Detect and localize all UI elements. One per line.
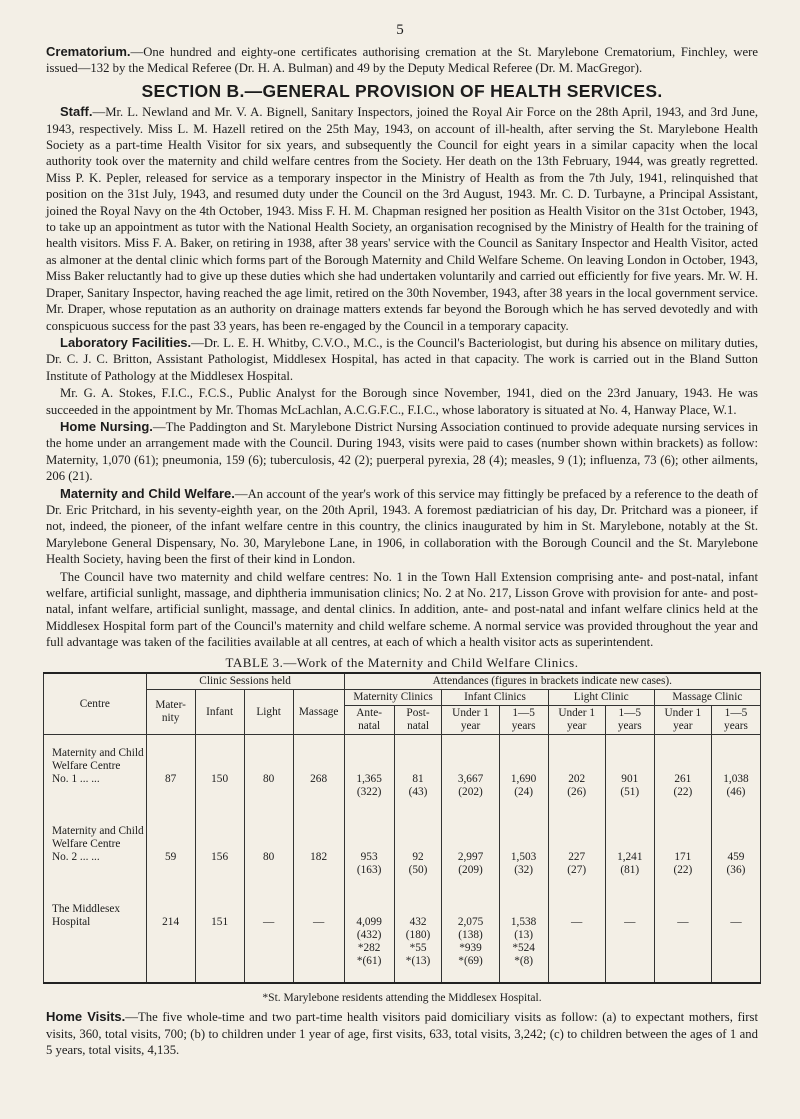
table-footnote: *St. Marylebone residents attending the Middlesex Hospital.: [262, 992, 542, 1005]
table-cell-value: 59: [164, 851, 177, 864]
spacer: [247, 825, 291, 838]
spacer: [608, 760, 652, 773]
table-cell-value: (22): [673, 864, 693, 877]
spacer: [247, 747, 291, 760]
header-sessions-group: Clinic Sessions held: [146, 673, 344, 690]
col-light-1-5: [605, 735, 654, 984]
spacer: [657, 747, 709, 760]
spacer: [149, 864, 193, 877]
spacer: [296, 968, 342, 981]
spacer: [657, 799, 709, 812]
col-ante-natal: [344, 735, 394, 984]
col-maternity-sessions: [146, 735, 195, 984]
spacer: [444, 760, 496, 773]
spacer: [296, 747, 342, 760]
spacer: [657, 929, 709, 942]
spacer: [296, 786, 342, 799]
table-cell-value: (22): [673, 786, 693, 799]
spacer: [52, 955, 144, 968]
spacer: [52, 968, 144, 981]
spacer: [52, 799, 144, 812]
spacer: [608, 838, 652, 851]
home-visits-heading: Home Visits.: [46, 1009, 126, 1025]
centre-name: Welfare Centre: [52, 760, 121, 773]
table-cell-value: (81): [620, 864, 640, 877]
spacer: [551, 877, 603, 890]
spacer: [347, 825, 392, 838]
home-visits-paragraph: [46, 1009, 758, 1058]
table-cell-value: (24): [514, 786, 534, 799]
page-number: 5: [396, 22, 404, 38]
spacer: [502, 747, 546, 760]
spacer: [551, 838, 603, 851]
header-maternity-sessions: Mater- nity: [146, 690, 195, 735]
spacer: [397, 812, 440, 825]
maternity-heading: Maternity and Child Welfare.: [60, 485, 235, 501]
table-cell-value: 901: [621, 773, 639, 786]
table-cell-value: 4,099: [356, 916, 382, 929]
maternity-text: —An account of the year's work of this service may fittingly be prefaced by a reference to the death of Dr. Eric Pritchard, in his seventy-eighth year, on the 20th April, 1943. A foremost pædiatrician of his day, Dr. Pritchard was a pioneer, if not, indeed, the pioneer, of the infant welfare centre in this country, the clinics inaugurated by him in St. Marylebone, notably at the St. Marylebone General Dispensary, No. 30, Marylebone Lane, in 1906, in collaboration with the Borough Council and the St. Marylebone Health Society, having been the first of their kind in London.: [46, 486, 758, 567]
crematorium-text: —One hundred and eighty-one certificates authorising cremation at the St. Marylebone Crematorium, Finchley, were issued—132 by the Medical Referee (Dr. H. A. Bulman) and 49 by the Deputy Medical Referee (Dr. M. MacGregor).: [46, 45, 758, 76]
spacer: [714, 903, 758, 916]
spacer: [347, 760, 392, 773]
spacer: [198, 812, 242, 825]
home-nursing-text: —The Paddington and St. Marylebone District Nursing Association continued to provide adequate nursing services in the home under an arrangement made with the Council. During 1943, visits were paid to cases (number shown within brackets) as follow: Maternity, 1,070 (61); pneumonia, 159 (6); tuberculosis, 42 (2); puerperal pyrexia, 28 (4); measles, 9 (1); influenza, 73 (6); other ailments, 206 (21).: [46, 419, 758, 484]
spacer: [149, 955, 193, 968]
spacer: [714, 799, 758, 812]
spacer: [502, 812, 546, 825]
col-light-sessions: [244, 735, 293, 984]
spacer: [608, 825, 652, 838]
spacer: [347, 799, 392, 812]
spacer: [502, 890, 546, 903]
table-cell-value: 80: [262, 773, 275, 786]
spacer: [444, 799, 496, 812]
spacer: [608, 812, 652, 825]
spacer: [247, 942, 291, 955]
centre-name: Maternity and Child: [52, 825, 144, 838]
spacer: [397, 825, 440, 838]
spacer: [714, 838, 758, 851]
spacer: [198, 864, 242, 877]
header-infant-clinics: Infant Clinics: [442, 690, 548, 706]
spacer: [657, 877, 709, 890]
table-cell-value: 432: [409, 916, 427, 929]
table-caption: TABLE 3.—Work of the Maternity and Child Welfare Clinics.: [225, 654, 579, 670]
table-cell-value: (43): [408, 786, 428, 799]
spacer: [502, 903, 546, 916]
page-content: [46, 44, 758, 1060]
table-cell-value: 1,241: [617, 851, 643, 864]
spacer: [347, 890, 392, 903]
centres-text: The Council have two maternity and child welfare centres: No. 1 in the Town Hall Extension comprising ante- and post-natal, infant welfare, artificial sunlight, massage, and diphtheria immunisation clinics; No. 2 at No. 217, Lisson Grove with provision for ante- and post-natal, infant welfare, artificial sunlight, massage, and dental clinics. In addition, ante- and post-natal and infant welfare clinics held at the Middlesex Hospital form part of the Council's maternity and child welfare scheme. A normal service was provided throughout the year and full advantage was taken of the facilities available at all centres, at each of which a health visitor acts as superintendent.: [46, 569, 758, 650]
staff-heading: Staff.: [60, 104, 93, 120]
table-cell-value: 3,667: [457, 773, 484, 786]
table-cell-value: (46): [726, 786, 746, 799]
spacer: [347, 812, 392, 825]
spacer: [247, 968, 291, 981]
spacer: [397, 968, 440, 981]
header-light-sessions: Light: [244, 690, 293, 735]
col-massage-sessions: [293, 735, 344, 984]
spacer: [198, 877, 242, 890]
spacer: [657, 903, 709, 916]
table-cell-value: —: [571, 916, 583, 929]
spacer: [551, 968, 603, 981]
spacer: [247, 890, 291, 903]
spacer: [444, 825, 496, 838]
spacer: [657, 760, 709, 773]
spacer: [551, 929, 603, 942]
spacer: [397, 760, 440, 773]
spacer: [247, 786, 291, 799]
spacer: [551, 760, 603, 773]
spacer: [714, 747, 758, 760]
spacer: [149, 786, 193, 799]
spacer: [296, 955, 342, 968]
table-cell-value: 2,997: [457, 851, 484, 864]
spacer: [444, 812, 496, 825]
table-cell-value: (163): [356, 864, 382, 877]
table-cell-value: 80: [262, 851, 275, 864]
laboratory-text: —Dr. L. E. H. Whitby, C.V.O., M.C., is the Council's Bacteriologist, but during his absence on military duties, Dr. C. J. C. Britton, Assistant Pathologist, Middlesex Hospital, has acted in that capacity. The work is carried out in the Bland Sutton Institute of Pathology at the Middlesex Hospital.: [46, 335, 758, 383]
table-cell-value: 92: [412, 851, 424, 864]
table-cell-value: 214: [162, 916, 180, 929]
spacer: [296, 838, 342, 851]
col-infant-sessions: [195, 735, 244, 984]
spacer: [198, 942, 242, 955]
spacer: [551, 825, 603, 838]
header-massage-under-1: Under 1 year: [654, 706, 711, 735]
table-cell-value: (27): [567, 864, 587, 877]
table-cell-value: —: [677, 916, 689, 929]
spacer: [502, 825, 546, 838]
spacer: [502, 760, 546, 773]
spacer: [198, 799, 242, 812]
centre-name: Maternity and Child: [52, 747, 144, 760]
spacer: [296, 890, 342, 903]
table-cell-value: 227: [568, 851, 586, 864]
spacer: [52, 812, 144, 825]
spacer: [397, 890, 440, 903]
spacer: [149, 747, 193, 760]
table-cell-value: 1,690: [510, 773, 537, 786]
spacer: [657, 968, 709, 981]
spacer: [247, 929, 291, 942]
maternity-paragraph: [46, 486, 758, 568]
spacer: [149, 825, 193, 838]
table-cell-value: 150: [211, 773, 229, 786]
spacer: [198, 760, 242, 773]
spacer: [149, 929, 193, 942]
spacer: [502, 877, 546, 890]
spacer: [608, 903, 652, 916]
spacer: [198, 968, 242, 981]
spacer: [296, 903, 342, 916]
spacer: [247, 799, 291, 812]
table-cell-value: —: [624, 916, 636, 929]
header-ante-natal: Ante- natal: [344, 706, 394, 735]
spacer: [397, 877, 440, 890]
table-body-row: [44, 735, 761, 984]
spacer: [296, 760, 342, 773]
spacer: [52, 942, 144, 955]
table-cell-value: (202): [458, 786, 483, 799]
table-cell-value: (32): [514, 864, 534, 877]
spacer: [247, 903, 291, 916]
spacer: [608, 955, 652, 968]
centre-name: No. 2 ... ...: [52, 851, 100, 864]
header-infant-sessions: Infant: [195, 690, 244, 735]
spacer: [397, 747, 440, 760]
spacer: [198, 747, 242, 760]
spacer: [444, 747, 496, 760]
centre-column: [44, 735, 147, 984]
spacer: [198, 903, 242, 916]
table-cell-value: —: [262, 916, 275, 929]
table-cell-value: 182: [310, 851, 328, 864]
spacer: [551, 890, 603, 903]
spacer: [657, 955, 709, 968]
spacer: [714, 812, 758, 825]
spacer: [714, 877, 758, 890]
spacer: [149, 903, 193, 916]
spacer: [347, 747, 392, 760]
staff-paragraph: [46, 104, 758, 334]
spacer: [608, 929, 652, 942]
table-cell-value: *939: [459, 942, 482, 955]
spacer: [296, 812, 342, 825]
table-cell-value: (322): [356, 786, 382, 799]
spacer: [608, 968, 652, 981]
spacer: [551, 942, 603, 955]
spacer: [502, 968, 546, 981]
spacer: [397, 903, 440, 916]
spacer: [198, 929, 242, 942]
spacer: [714, 955, 758, 968]
spacer: [52, 929, 144, 942]
table-cell-value: 171: [674, 851, 692, 864]
spacer: [149, 877, 193, 890]
spacer: [551, 903, 603, 916]
laboratory-paragraph: [46, 335, 758, 384]
staff-text: —Mr. L. Newland and Mr. V. A. Bignell, Sanitary Inspectors, joined the Royal Air Force on the 28th April, 1943, and 3rd June, 1943, respectively. Miss L. M. Hazell retired on the 25th May, 1943, on account of ill-health, after serving the St. Marylebone Health Society as a part-time Health Visitor for six years, and subsequently the Council for eight years in a similar capacity when the local authority took over the maternity and child welfare centres from the Society. Her death on the 13th February, 1944, was greatly regretted. Miss P. K. Pepler, released for service as a temporary inspector in the Ministry of Health as from the 7th July, 1941, relinquished that position on the 31st July, 1943, and resumed duty under the Council on the 3rd August, 1943. Mr. C. D. Turbayne, a Principal Assistant, joined the Royal Navy on the 4th October, 1943. Miss F. H. M. Chapman resigned her position as Health Visitor on the 31st October, 1943, to take up an appointment as tutor with the National Health Society, an organisation recognised by the Ministry of Health for the training of health visitors. Miss F. A. Baker, on retiring in 1938, after 38 years' service with the Council as Sanitary Inspector and Health Visitor, acted as almoner at the dental clinic which forms part of the Borough Maternity and Child Welfare Scheme. On leaving London in October, 1943, Miss Baker reluctantly had to give up these duties which she had undertaken voluntarily and carried out efficiently for five years. Mr. W. H. Draper, Sanitary Inspector, having reached the age limit, retired on the 30th November, 1943, after 38 years in the local government service. Mr. Draper, whose reputation as an authority on drainage matters extends far beyond the Borough which he has served devotedly and with conspicuous success for the past 33 years, has been re-engaged by the Council in a temporary capacity.: [46, 105, 758, 333]
spacer: [714, 760, 758, 773]
table-cell-value: 1,503: [510, 851, 537, 864]
spacer: [149, 812, 193, 825]
spacer: [444, 838, 496, 851]
table-cell-value: *(69): [458, 955, 483, 968]
spacer: [502, 838, 546, 851]
spacer: [247, 838, 291, 851]
spacer: [296, 864, 342, 877]
home-visits-text: —The five whole-time and two part-time health visitors paid domiciliary visits as follow: (a) to expectant mothers, first visits, 360, total visits, 700; (b) to children under 1 year of age, first visits, 633, total visits, 3,242; (c) to children between the ages of 1 and 5 years, total visits, 4,135.: [46, 1010, 758, 1058]
header-infant-1-5: 1—5 years: [499, 706, 548, 735]
table-cell-value: 202: [568, 773, 586, 786]
spacer: [714, 929, 758, 942]
spacer: [657, 890, 709, 903]
spacer: [714, 942, 758, 955]
table-cell-value: (432): [356, 929, 382, 942]
table-cell-value: *(8): [514, 955, 534, 968]
spacer: [247, 877, 291, 890]
col-massage-under-1: [654, 735, 711, 984]
header-light-clinic: Light Clinic: [548, 690, 654, 706]
table-cell-value: *524: [512, 942, 535, 955]
spacer: [551, 955, 603, 968]
spacer: [52, 890, 144, 903]
col-post-natal: [394, 735, 442, 984]
spacer: [198, 786, 242, 799]
spacer: [608, 942, 652, 955]
table-cell-value: 2,075: [457, 916, 484, 929]
table-cell-value: 87: [164, 773, 177, 786]
spacer: [149, 838, 193, 851]
spacer: [608, 877, 652, 890]
spacer: [347, 968, 392, 981]
table-cell-value: (50): [408, 864, 428, 877]
spacer: [502, 799, 546, 812]
spacer: [657, 825, 709, 838]
spacer: [296, 929, 342, 942]
spacer: [347, 903, 392, 916]
spacer: [347, 838, 392, 851]
section-title: SECTION B.—GENERAL PROVISION OF HEALTH SERVICES.: [141, 80, 663, 101]
spacer: [296, 942, 342, 955]
spacer: [296, 825, 342, 838]
spacer: [444, 877, 496, 890]
header-post-natal: Post- natal: [394, 706, 442, 735]
spacer: [198, 955, 242, 968]
table-cell-value: (51): [620, 786, 640, 799]
table-cell-value: 151: [211, 916, 229, 929]
table-cell-value: *282: [357, 942, 381, 955]
header-light-under-1: Under 1 year: [548, 706, 605, 735]
table-cell-value: —: [730, 916, 742, 929]
spacer: [714, 825, 758, 838]
spacer: [52, 786, 144, 799]
spacer: [657, 838, 709, 851]
home-nursing-heading: Home Nursing.: [60, 418, 153, 434]
table-cell-value: 1,538: [510, 916, 537, 929]
table-cell-value: 81: [412, 773, 424, 786]
centre-name: The Middlesex: [52, 903, 121, 916]
header-massage-sessions: Massage: [293, 690, 344, 735]
crematorium-paragraph: [46, 44, 758, 77]
spacer: [397, 799, 440, 812]
spacer: [608, 799, 652, 812]
laboratory-heading: Laboratory Facilities.: [60, 334, 192, 350]
col-massage-1-5: [711, 735, 760, 984]
table-cell-value: *55: [409, 942, 427, 955]
spacer: [657, 812, 709, 825]
spacer: [397, 838, 440, 851]
spacer: [52, 877, 144, 890]
spacer: [347, 877, 392, 890]
spacer: [296, 877, 342, 890]
spacer: [198, 825, 242, 838]
table-cell-value: 459: [727, 851, 745, 864]
table-cell-value: 1,038: [723, 773, 749, 786]
spacer: [608, 890, 652, 903]
home-nursing-paragraph: [46, 419, 758, 485]
col-infant-1-5: [499, 735, 548, 984]
spacer: [247, 760, 291, 773]
spacer: [52, 864, 144, 877]
table-cell-value: (26): [567, 786, 587, 799]
table-cell-value: (180): [405, 929, 431, 942]
spacer: [247, 864, 291, 877]
table-cell-value: (13): [514, 929, 534, 942]
spacer: [444, 903, 496, 916]
table-cell-value: (36): [726, 864, 746, 877]
table-cell-value: *(61): [356, 955, 382, 968]
table-cell-value: 156: [211, 851, 229, 864]
analyst-paragraph: [46, 385, 758, 418]
spacer: [714, 890, 758, 903]
spacer: [657, 942, 709, 955]
spacer: [149, 890, 193, 903]
spacer: [247, 812, 291, 825]
header-massage-clinic: Massage Clinic: [654, 690, 760, 706]
table-cell-value: —: [312, 916, 325, 929]
spacer: [198, 890, 242, 903]
centres-paragraph: [46, 569, 758, 651]
spacer: [608, 747, 652, 760]
centre-name: Hospital: [52, 916, 91, 929]
crematorium-heading: Crematorium.: [46, 44, 131, 59]
spacer: [551, 812, 603, 825]
header-maternity-clinics: Maternity Clinics: [344, 690, 442, 706]
clinics-table: [43, 672, 761, 984]
spacer: [149, 968, 193, 981]
table-cell-value: *(13): [405, 955, 431, 968]
col-light-under-1: [548, 735, 605, 984]
spacer: [714, 968, 758, 981]
spacer: [551, 799, 603, 812]
spacer: [247, 955, 291, 968]
spacer: [149, 799, 193, 812]
table-cell-value: 268: [310, 773, 328, 786]
header-attendances-group: Attendances (figures in brackets indicate new cases).: [344, 673, 760, 690]
header-light-1-5: 1—5 years: [605, 706, 654, 735]
header-massage-1-5: 1—5 years: [711, 706, 760, 735]
col-infant-under-1: [442, 735, 499, 984]
header-infant-under-1: Under 1 year: [442, 706, 499, 735]
spacer: [198, 838, 242, 851]
centre-name: Welfare Centre: [52, 838, 121, 851]
spacer: [149, 760, 193, 773]
table-cell-value: 1,365: [356, 773, 382, 786]
spacer: [444, 968, 496, 981]
table-cell-value: 953: [360, 851, 378, 864]
table-cell-value: (209): [458, 864, 483, 877]
table-cell-value: (138): [458, 929, 483, 942]
header-centre: Centre: [44, 673, 147, 735]
spacer: [296, 799, 342, 812]
centre-name: No. 1 ... ...: [52, 773, 100, 786]
analyst-text: Mr. G. A. Stokes, F.I.C., F.C.S., Public Analyst for the Borough since November, 1941, died on the 23rd January, 1943. He was succeeded in the appointment by Mr. Thomas McLachlan, A.C.G.F.C., F.I.C., whose laboratory is situated at No. 4, Hanway Place, W.1.: [46, 386, 758, 417]
spacer: [444, 890, 496, 903]
spacer: [149, 942, 193, 955]
spacer: [551, 747, 603, 760]
table-cell-value: 261: [674, 773, 692, 786]
